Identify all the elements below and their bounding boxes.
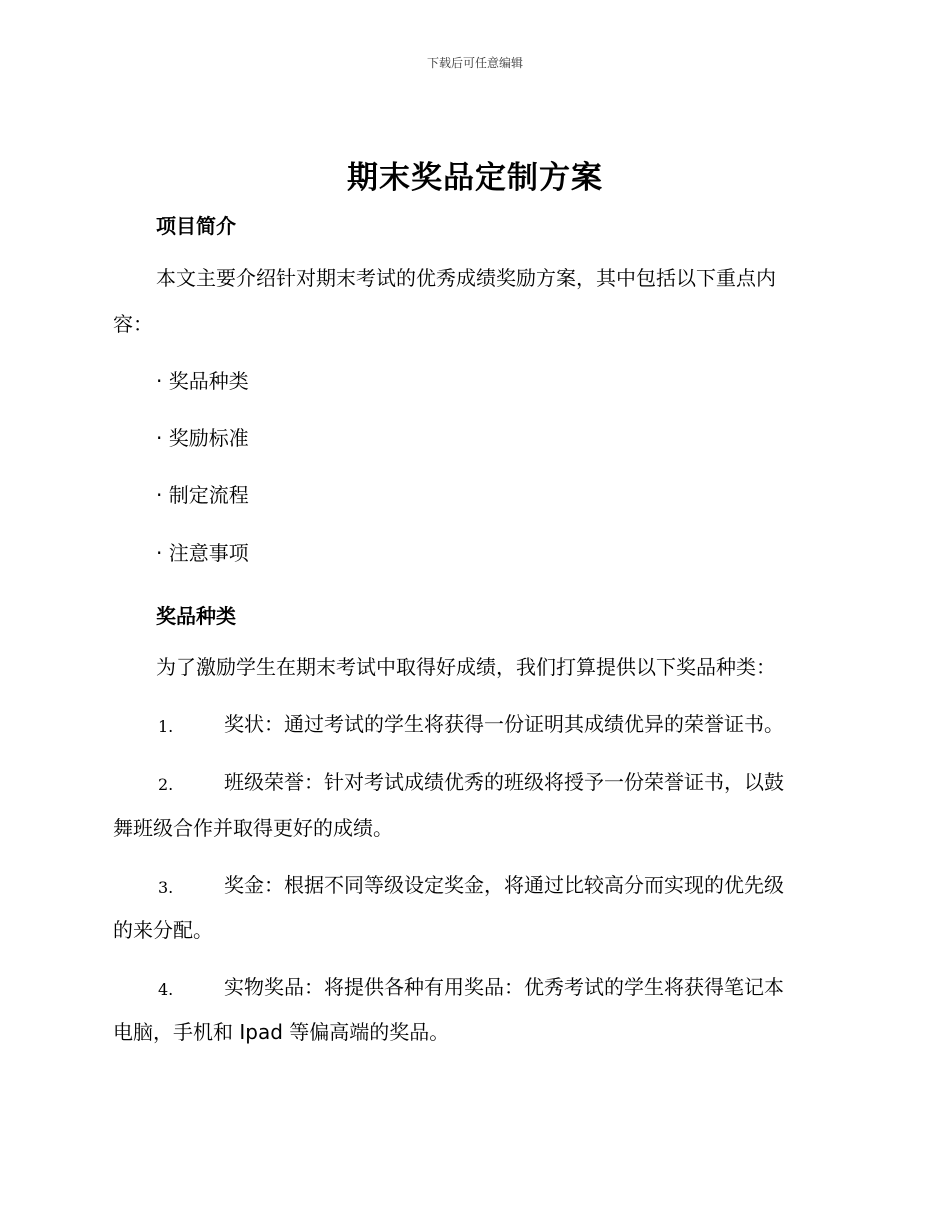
bullet-item: · 制定流程 (156, 483, 249, 507)
list-item-text: 实物奖品：将提供各种有用奖品：优秀考试的学生将获得笔记本 (224, 975, 784, 999)
bullet-item: · 奖品种类 (156, 369, 249, 393)
list-item-number: 2. (158, 775, 174, 794)
bullet-item: · 奖励标准 (156, 426, 249, 450)
list-item-text-continued: 电脑，手机和 Ipad 等偏高端的奖品。 (113, 1020, 450, 1044)
document-title: 期末奖品定制方案 (347, 160, 603, 196)
intro-paragraph-line1: 本文主要介绍针对期末考试的优秀成绩奖励方案，其中包括以下重点内 (156, 266, 776, 290)
prizes-intro-paragraph: 为了激励学生在期末考试中取得好成绩，我们打算提供以下奖品种类： (156, 655, 776, 679)
list-item-number: 1. (158, 717, 174, 736)
section-heading-prizes: 奖品种类 (156, 604, 236, 628)
intro-paragraph-line2: 容： (113, 312, 153, 336)
section-heading-intro: 项目简介 (156, 214, 236, 238)
list-item-text-continued: 舞班级合作并取得更好的成绩。 (113, 816, 393, 840)
list-item-number: 3. (158, 878, 174, 897)
page-header-note: 下载后可任意编辑 (426, 56, 523, 70)
list-item-number: 4. (158, 980, 174, 999)
list-item-text-continued: 的来分配。 (113, 918, 213, 942)
list-item-text: 奖金：根据不同等级设定奖金，将通过比较高分而实现的优先级 (224, 873, 784, 897)
list-item-text: 奖状：通过考试的学生将获得一份证明其成绩优异的荣誉证书。 (224, 712, 784, 736)
list-item-text: 班级荣誉：针对考试成绩优秀的班级将授予一份荣誉证书，以鼓 (224, 770, 784, 794)
bullet-item: · 注意事项 (156, 541, 249, 565)
